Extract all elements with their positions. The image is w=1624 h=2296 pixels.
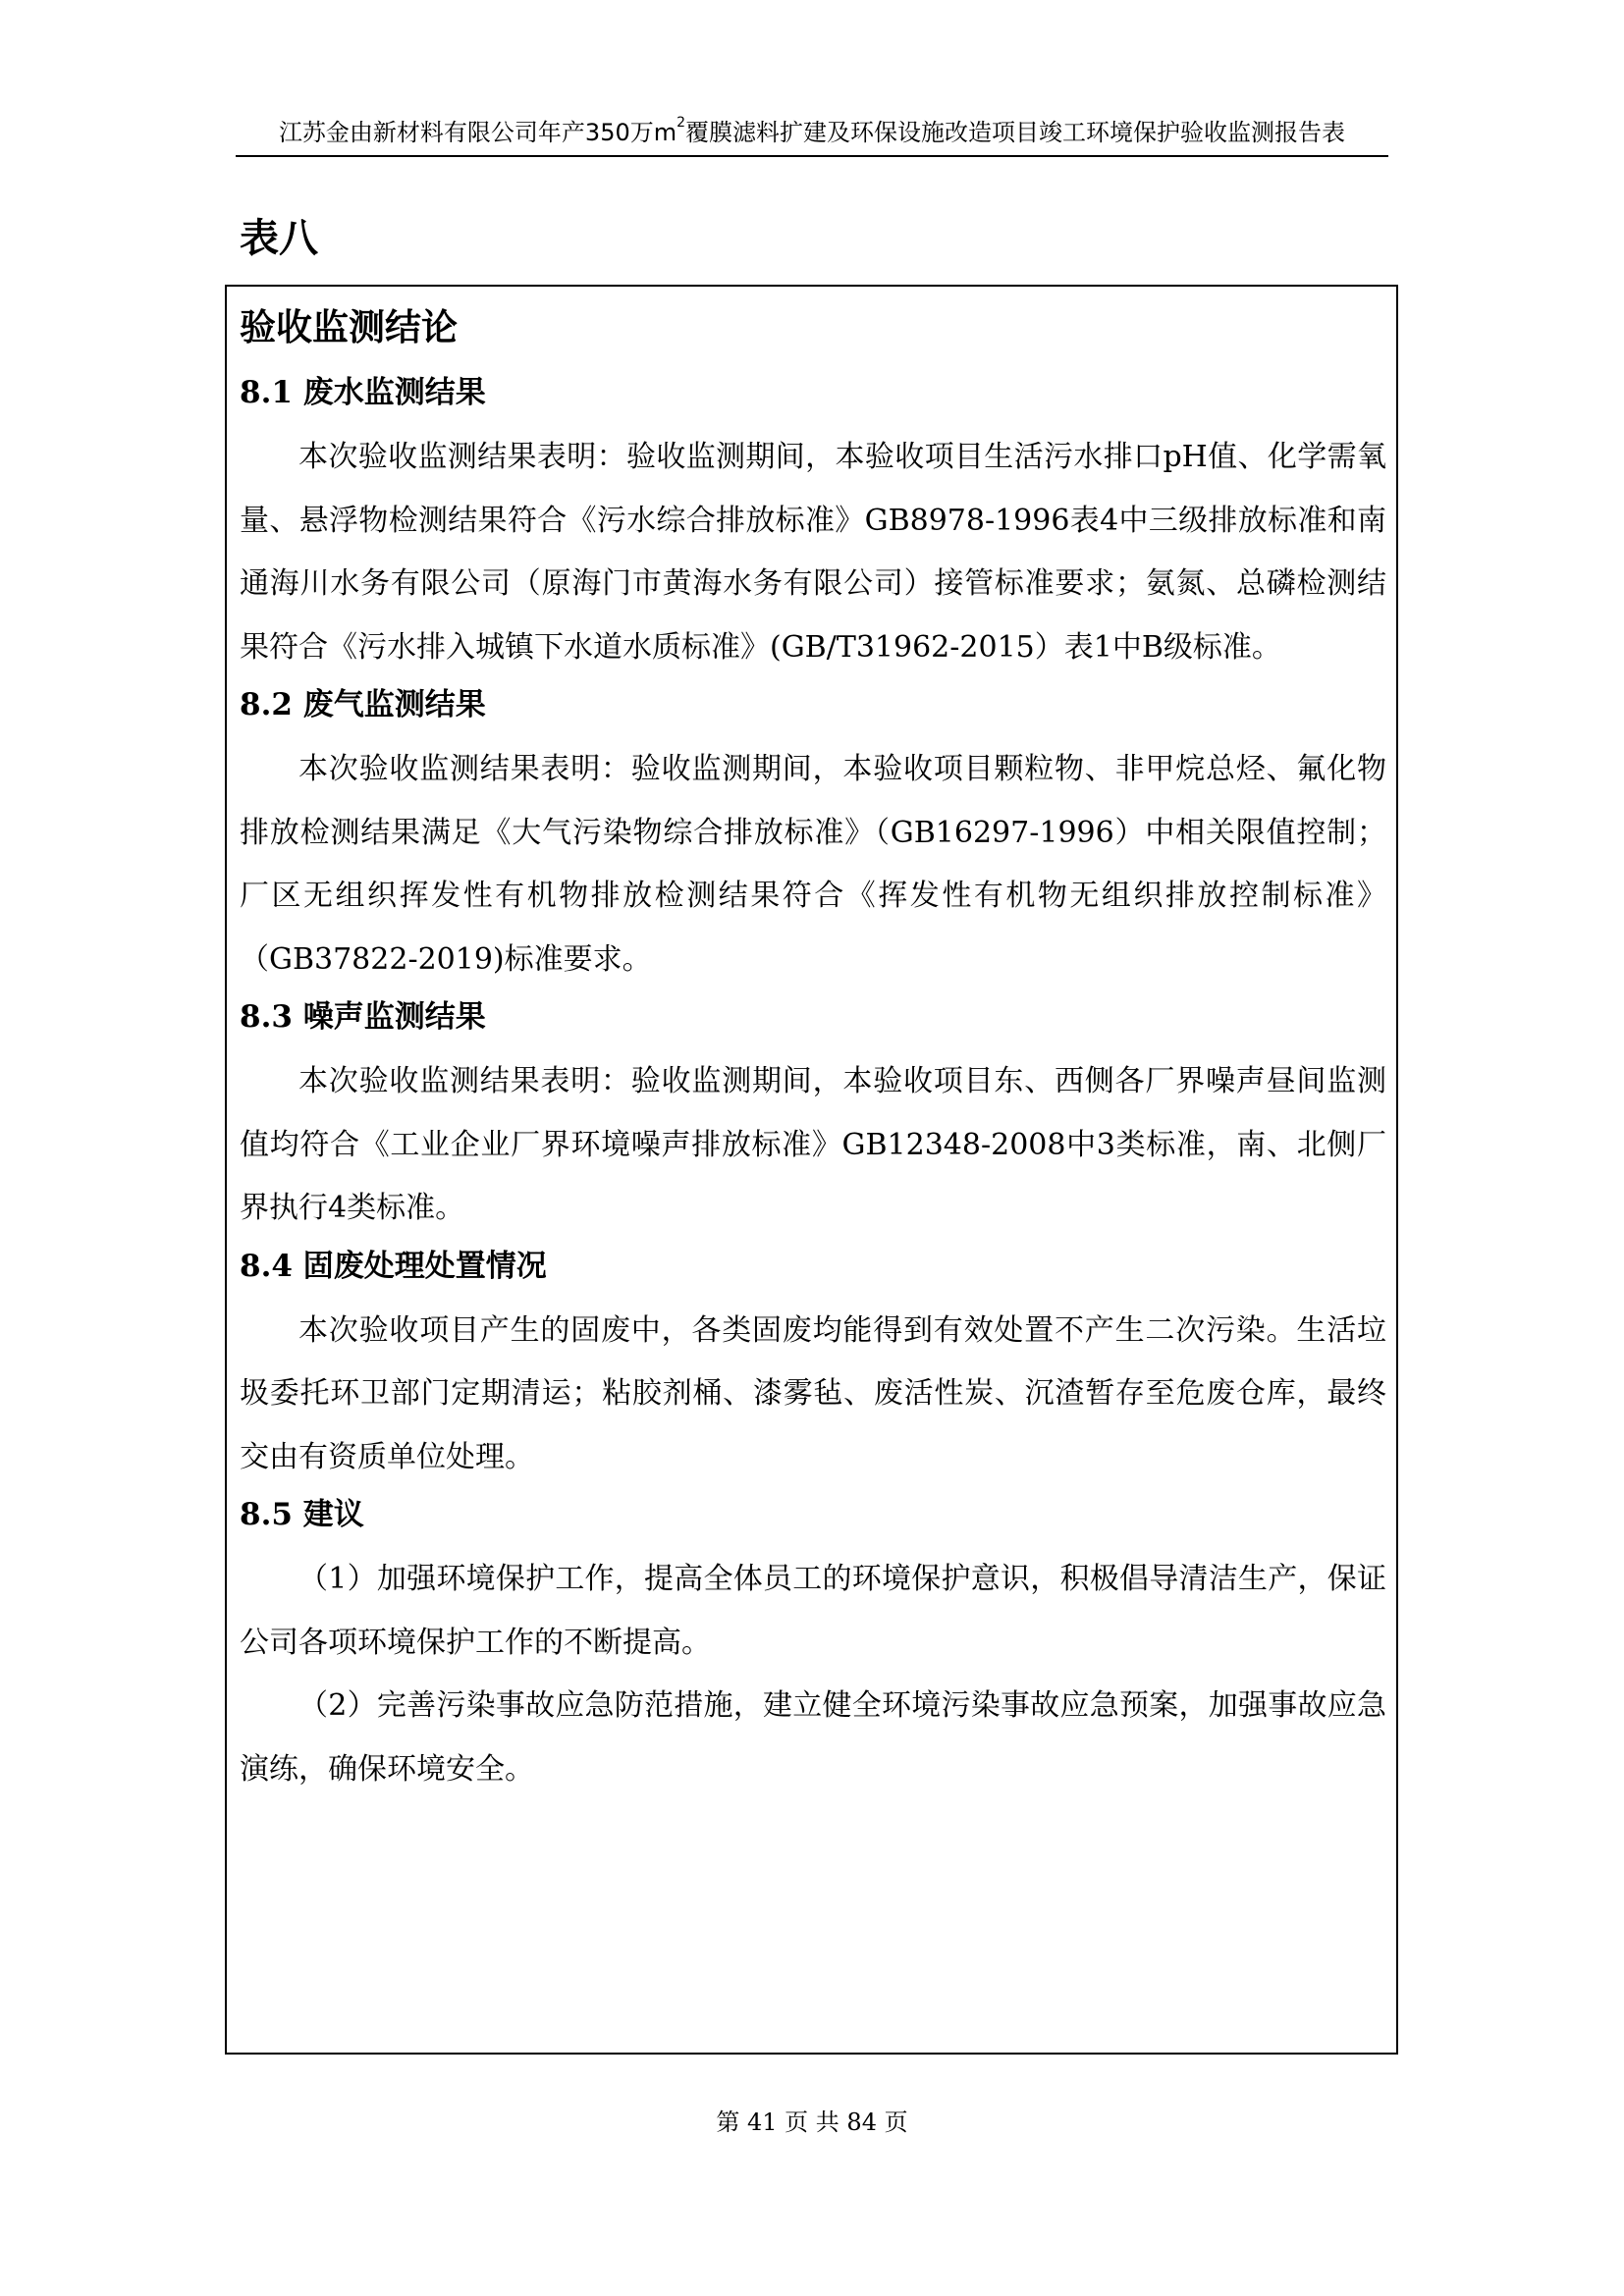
table-title: 表八 xyxy=(240,215,318,261)
section-paragraph: 本次验收监测结果表明：验收监测期间，本验收项目生活污水排口pH值、化学需氧量、悬浮物检测结果符合《污水综合排放标准》GB8978-1996表4中三级排放标准和南通海川水务有限公司（原海门市黄海水务有限公司）接管标准要求；氨氮、总磷检测结果符合《污水排入城镇下水道水质标准》(GB/T31962-2015）表1中B级标准。 xyxy=(240,440,1386,665)
section-heading: 8.3 噪声监测结果 xyxy=(240,999,486,1035)
section-paragraph: （1）加强环境保护工作，提高全体员工的环境保护意识，积极倡导清洁生产，保证公司各项环境保护工作的不断提高。 xyxy=(240,1562,1386,1660)
page-header xyxy=(236,116,1388,157)
header-text-after: 覆膜滤料扩建及环保设施改造项目竣工环境保护验收监测报告表 xyxy=(685,119,1346,146)
section-heading: 8.1 废水监测结果 xyxy=(240,375,486,410)
section-wastewater xyxy=(240,373,1386,679)
header-superscript: 2 xyxy=(677,115,686,131)
section-paragraph: （2）完善污染事故应急防范措施，建立健全环境污染事故应急预案，加强事故应急演练，确保环境安全。 xyxy=(240,1688,1386,1787)
section-exhaust-gas xyxy=(240,685,1386,991)
header-text-before: 江苏金由新材料有限公司年产350万m xyxy=(278,119,677,146)
main-heading: 验收监测结论 xyxy=(240,305,458,348)
section-suggestions xyxy=(240,1495,1386,1801)
section-paragraph: 本次验收监测结果表明：验收监测期间，本验收项目颗粒物、非甲烷总烃、氟化物排放检测结果满足《大气污染物综合排放标准》（GB16297-1996）中相关限值控制；厂区无组织挥发性有机物排放检测结果符合《挥发性有机物无组织排放控制标准》（GB37822-2019)标准要求。 xyxy=(240,752,1386,977)
page-footer: 第 41 页 共 84 页 xyxy=(716,2109,908,2136)
section-heading: 8.5 建议 xyxy=(240,1497,364,1532)
section-paragraph: 本次验收监测结果表明：验收监测期间，本验收项目东、西侧各厂界噪声昼间监测值均符合《工业企业厂界环境噪声排放标准》GB12348-2008中3类标准，南、北侧厂界执行4类标准。 xyxy=(240,1064,1386,1225)
section-solid-waste xyxy=(240,1247,1386,1490)
section-heading: 8.2 废气监测结果 xyxy=(240,687,486,722)
section-paragraph: 本次验收项目产生的固废中，各类固废均能得到有效处置不产生二次污染。生活垃圾委托环卫部门定期清运；粘胶剂桶、漆雾毡、废活性炭、沉渣暂存至危废仓库，最终交由有资质单位处理。 xyxy=(240,1312,1386,1474)
section-heading: 8.4 固废处理处置情况 xyxy=(240,1248,547,1284)
section-noise xyxy=(240,997,1386,1241)
content-body xyxy=(240,294,1386,1801)
